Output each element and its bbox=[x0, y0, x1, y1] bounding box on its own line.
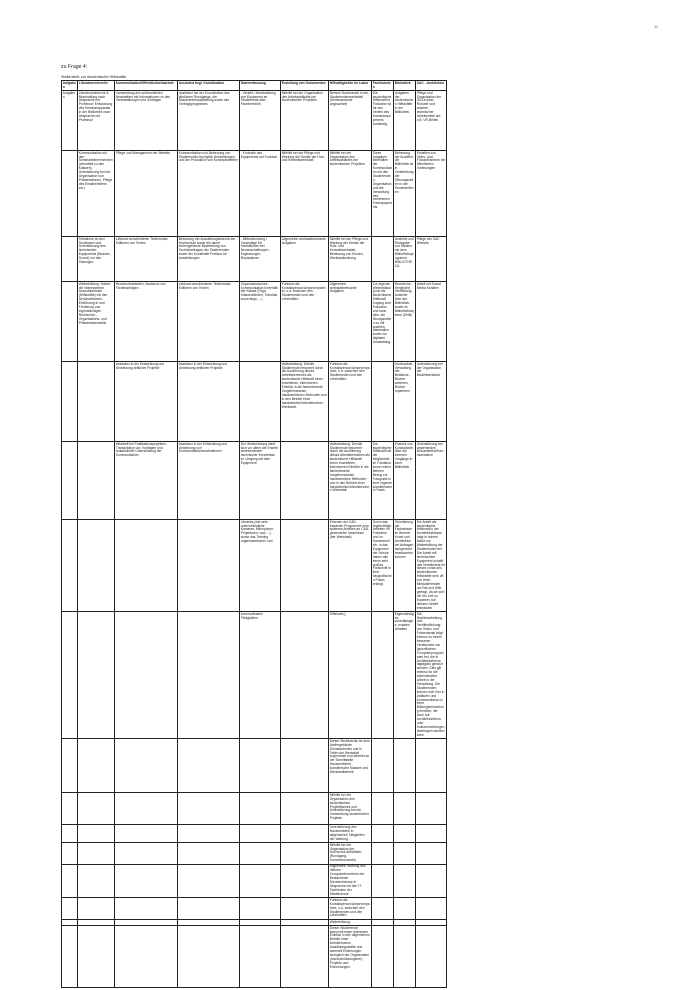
table-cell: Die studentische Hilfskraft im Fotolabor ist für den Verleih des Kameraequipments zuständig. bbox=[372, 91, 394, 151]
table-cell bbox=[394, 739, 416, 793]
table-cell bbox=[78, 520, 115, 612]
table-cell: Weiterbildung: bbox=[329, 919, 372, 925]
table-cell bbox=[281, 520, 329, 612]
table-cell: Kommunikation und Betreuung von Studierenden bezüglich Ausstellungen und der Produktion von Konzeptarbeiten bbox=[178, 151, 240, 237]
table-cell bbox=[394, 825, 416, 843]
table-cell bbox=[62, 151, 78, 237]
table-cell bbox=[416, 739, 447, 793]
table-cell bbox=[62, 825, 78, 843]
table-cell: Unterstützung bei der Organisation der Modellwerkstatt bbox=[416, 362, 447, 442]
table-cell bbox=[416, 793, 447, 825]
table-cell: Mithilfe bei der Organisation des studentischen Projekttisches und Unterstützung bei der Vorbereitung studentischer Projekte bbox=[329, 793, 372, 825]
table-cell bbox=[62, 926, 78, 988]
table-cell: Funktion als Kontaktperson/Ansprechpartner, u.a. zwischen den Studierenden und den Lehrkräften bbox=[281, 282, 329, 362]
table-cell: Mithilfe bei der Organisation der Hochschul-Aktivitäten (Rundgang, Kammerkonzerte) bbox=[329, 843, 372, 865]
table-cell: Weiterbildung: Die/der Studierende bekommt durch die Ausführung dieses Arbeitsbereiches als studentische Hilfskraft einen erweiterten, intensiveren Einblick in die fachrelevante Vorgehensweise, handwerklichen Methoden und in den Betrieb einer handwerklich/künstlerischen Werkstatt. bbox=[281, 362, 329, 442]
table-header-row bbox=[62, 81, 447, 91]
table-cell bbox=[372, 898, 394, 920]
table-cell: Pflege und Organisation der 3D-Drucker, Roboter und anderer technischer Arbeitsmittel am z.B. VR-Brillen bbox=[416, 91, 447, 151]
table-cell bbox=[178, 825, 240, 843]
table-cell: Lektorat verschiedener Textformate, Editieren von Texten bbox=[178, 282, 240, 362]
column-header: Erstellung von Dokumenten bbox=[281, 81, 329, 91]
table-row bbox=[62, 612, 447, 739]
table-cell: Unterstützung des Hausmeisters in allgemeinen Tätigkeiten der Wartung. bbox=[329, 825, 372, 843]
table-cell: Zur eigenen Weiterbildung hat die studentische Hilfskraft Zugang zum Fotolabor und kann dies, die Übungszeiten so mit anderen Materialien sowie zur digitalen Ausstattung. bbox=[372, 282, 394, 362]
table-cell bbox=[78, 793, 115, 825]
table-cell bbox=[178, 926, 240, 988]
table-cell bbox=[240, 864, 281, 897]
table-row bbox=[62, 520, 447, 612]
table-cell: Allgemeine werkstattrelevante Aufgaben bbox=[329, 282, 372, 362]
table-row bbox=[62, 843, 447, 865]
table-cell bbox=[62, 442, 78, 520]
table-cell bbox=[281, 898, 329, 920]
table-cell bbox=[115, 898, 178, 920]
table-cell bbox=[394, 926, 416, 988]
table-cell: Die studentische Hilfskraft hat die Möglichkeit, im Fotolabor immer einen tieferen Bezug zur Fotografie in ihrer eigenen künstlerischen Praxis. bbox=[372, 442, 394, 520]
table-cell bbox=[78, 825, 115, 843]
table-cell: Assistenz in der Entwicklung und Umsetzung zeitlicher Projekte bbox=[178, 362, 240, 442]
question-heading: zu Frage 4: bbox=[61, 64, 88, 70]
table-cell: Organisatorisches - Kommunikation innerhalb der Klasse (Orga Klassenfahrten, Tutorials, screenings, ...) bbox=[240, 282, 281, 362]
table-cell bbox=[372, 843, 394, 865]
table-cell: Betreuung der Ausleihe, die Bibliothek ist in Vorbereitung der Öffnungszeiten in den Semesterferien bbox=[394, 151, 416, 237]
table-cell: Allgemeine Wartung des offenen Computerbereiches der Bestandener Dienbereichase in Absprache mit den IT-Fachleuten der Städelschule bbox=[329, 864, 372, 897]
table-row bbox=[62, 91, 447, 151]
table-cell bbox=[240, 793, 281, 825]
table-cell bbox=[240, 926, 281, 988]
table-cell bbox=[394, 864, 416, 897]
table-cell bbox=[62, 520, 78, 612]
table-cell bbox=[62, 612, 78, 739]
table-cell bbox=[115, 520, 178, 612]
table-cell bbox=[115, 864, 178, 897]
table-row bbox=[62, 864, 447, 897]
table-cell: Funktion als Kontaktperson/Ansprechpartner, u.a. zwischen den Studierenden und den Lehrkräften bbox=[329, 362, 372, 442]
page-number: 11 bbox=[654, 24, 659, 29]
table-cell bbox=[281, 864, 329, 897]
table-cell: Hilfskraft () bbox=[329, 612, 372, 739]
table-cell: Mithilfe bei der Pflege und Wartung der Geräte der Holz- und Keramikwerkstatt bbox=[281, 151, 329, 237]
table-cell: Lektorat verschiedener Textformate, Editieren von Texten bbox=[115, 237, 178, 282]
table-cell bbox=[115, 793, 178, 825]
table-cell: Die Arbeit als studentische Hilfskraft in der Architekturklasse trägt in hohem Maße zur Weiterbildung der Studierenden bei. Die Arbeit mit technischem Equipment schafft das Verständnis für dieses vorab des studentischen Hilfskräfte sehr oft von ihren Mitstudierenden um Rat und Hilfe gefragt, da sie sich mit der Zeit zu Experten auf diesem Gebiet entwickeln. bbox=[416, 519, 446, 610]
table-cell: Erlernen der CAD-basierten Programme zum späteren Arbeiten an CAD-gesteuerten Maschinen (der Werkstatt) bbox=[329, 520, 372, 612]
table-cell: Kommunikation mit den Seminarteilnehmenden (vermittelt zu den Klassen), Unterstützung bei der Organisation von Präsentationen, Pflege des Emailverteilers etc.) bbox=[78, 151, 115, 237]
table-cell bbox=[372, 237, 394, 282]
table-cell: Betreuung der Ausstellungstechnik der Hochschule sowie die damit einhergehende Bearbeitung von Technikanfragen der Studierenden sowie der Kunsthalle Portikus für Ausstellungen bbox=[178, 237, 240, 282]
table-cell bbox=[115, 739, 178, 793]
column-header: Kommunikation/Öffentlichkeitsarbeit bbox=[115, 81, 178, 91]
table-cell bbox=[62, 362, 78, 442]
table-cell bbox=[78, 898, 115, 920]
table-cell: Mithilfe bei der Pflege und Wartung der Geräte der Holz- und Keramikwerkstatt, Betreuung von Kursen, Werkstattordnung bbox=[329, 237, 372, 282]
table-cell: Literaturrecherche & Beschaffung nach Absprache mit Professor; Entwicklung des Seminarapparats in der Bibliothek nach Absprache mit Professor bbox=[78, 91, 115, 151]
table-row bbox=[62, 442, 447, 520]
table-cell bbox=[240, 362, 281, 442]
table-cell bbox=[416, 898, 447, 920]
table-cell: - Verteilt / Bereitstellung von Equipment an Studierende aller Fachbereiche bbox=[240, 91, 281, 151]
table-cell: Mitarbeit bei Publikationsprojekten, Transkription von Vorträgen und redaktionelle Unterstützung der Kommunikation bbox=[115, 442, 178, 520]
table-cell bbox=[281, 843, 329, 865]
table-cell: Allgemeine werkstattrelevante Aufgaben bbox=[281, 237, 329, 282]
table-cell: Libraries (wie sehr unterschiedliche Kameras, Mikrophone, Projektoren, usw. ...) sowie das Training organisatorischer und bbox=[240, 520, 281, 612]
table-cell bbox=[115, 926, 178, 988]
table-cell bbox=[281, 793, 329, 825]
table-cell bbox=[178, 898, 240, 920]
table-cell bbox=[416, 825, 447, 843]
column-header: Fachtutorien bbox=[372, 81, 394, 91]
table-cell: Mithilfe bei der Organisation des Arbeitsabläufes bei studentischen Projekten bbox=[281, 91, 329, 151]
table-cell: Teilnahme an den Seminaren und Unterstützung des technischen Equipments (Beamer, Sound) vor den Sitzungen bbox=[78, 237, 115, 282]
table-cell bbox=[78, 843, 115, 865]
table-cell bbox=[115, 825, 178, 843]
table-cell bbox=[394, 793, 416, 825]
column-header: Datenerfassung bbox=[240, 81, 281, 91]
table-cell: Orientierung mit Fachwissen im Bereich Kunst und Architektur; bei Anfragen fachgerecht beantworten können bbox=[394, 520, 416, 612]
table-cell bbox=[62, 793, 78, 825]
table-cell: Arbeit mit Social Media Kanälen bbox=[416, 282, 447, 362]
table-cell: Recherchearbeiten, Assistenz von Förderanträgen bbox=[115, 282, 178, 362]
table-cell bbox=[78, 926, 115, 988]
table-cell: Aufgaben bbox=[62, 91, 78, 151]
table-cell bbox=[62, 864, 78, 897]
table-cell bbox=[62, 237, 78, 282]
table-cell: Recherche, Vergleiche, Vermittlung, Ausleihe über der Bibliothek, sowie im Bibliothekssystem (DNB) bbox=[394, 282, 416, 362]
table-cell: Aufgaben der studentischen Hilfskräfte in der Bibliothek bbox=[394, 91, 416, 151]
column-header: SAC - Architektur bbox=[416, 81, 447, 91]
table-cell bbox=[178, 520, 240, 612]
table-cell bbox=[281, 739, 329, 793]
table-cell: Weiterbildung: Der/die Studierende bekommt durch die Ausführung dieses Arbeitsbereiches als studentische Hilfskraft einen erweiterten, intensiveren Einblick in die fachrelevante Vorgehensweise, handwerkliche Methoden und in den Betrieb einer handwerklich/künstlerischen Werkstatt. bbox=[329, 442, 372, 520]
table-cell: Diese Aufgaben beinhalten die Kommunikation mit den Studierenden, Organisation und die Verwaltung des verliehenen Fotoequipments. bbox=[372, 151, 394, 237]
table-cell bbox=[281, 612, 329, 739]
table-cell bbox=[281, 825, 329, 843]
table-cell bbox=[62, 843, 78, 865]
table-cell bbox=[240, 843, 281, 865]
table-row bbox=[62, 282, 447, 362]
table-cell: Die Nachbearbeitung und Veröffentlichung von Video- und Fotomaterial trägt ebenso zu einem besseren Verständnis von (spezifischen Computerprogrammen bei, die in Architekturbüros tagtäglich genutzt werden. Dies gilt ebenso für die administrative Arbeit in der Verwaltung. Die Studierenden können sich hier in Abläufen und Kommunikation in einer Bildungseinrichtung einüben, die auch auf Architekturbüros oder Kulturenrichtungen übertragen werden kann. bbox=[416, 612, 447, 739]
table-cell: Der Weiterbildung dient sich vor allem der Erwerb weitreichender technischer Kenntnisse im Umgang mit dem Equipment bbox=[240, 442, 281, 520]
table-row bbox=[62, 151, 447, 237]
table-cell: - Kontrolle des Equipments auf Funktion bbox=[240, 151, 281, 237]
table-cell bbox=[78, 442, 115, 520]
table-cell bbox=[416, 843, 447, 865]
table-cell bbox=[78, 739, 115, 793]
table-cell bbox=[372, 612, 394, 739]
table-cell bbox=[115, 612, 178, 739]
table-cell bbox=[115, 843, 178, 865]
table-row bbox=[62, 237, 447, 282]
table-row bbox=[62, 793, 447, 825]
table-cell bbox=[394, 898, 416, 920]
table-cell: Dieser Studierende bekommt einen intensiven Einblick in den allgemeinen Betrieb einer künstlerischen Ausbildungsstätte und sammelt Erfahrungen bezüglich der Organisation (hochschulbezogener) Projekte und Einrichtungen. bbox=[329, 926, 372, 988]
table-cell bbox=[372, 793, 394, 825]
table-cell bbox=[281, 442, 329, 520]
table-cell: - Mitbestimmung / Vorschläge für Investitionen bei Neuanschaffungen - Ergänzungen Reparaturen bbox=[240, 237, 281, 282]
column-header: Bibliothek bbox=[394, 81, 416, 91]
table-cell bbox=[240, 825, 281, 843]
table-cell: Pflege und Management der Website bbox=[115, 151, 178, 237]
table-cell bbox=[372, 825, 394, 843]
table-row bbox=[62, 739, 447, 793]
table-caption: Stellenfeld: zur studentische Hilfskräfte bbox=[61, 75, 127, 79]
table-row bbox=[62, 898, 447, 920]
table-cell bbox=[281, 926, 329, 988]
table-row bbox=[62, 825, 447, 843]
table-row bbox=[62, 362, 447, 442]
table-cell bbox=[78, 864, 115, 897]
table-cell: Unterstützung bei anstehenden Büroarbeiten/Kommunikation bbox=[416, 442, 447, 520]
table-cell bbox=[372, 739, 394, 793]
table-cell bbox=[416, 926, 447, 988]
table-cell: Eigenständiges, zuverlässiges, exaktes Arbeiten bbox=[394, 612, 416, 739]
table-row bbox=[62, 926, 447, 988]
table-cell bbox=[178, 843, 240, 865]
table-cell: Weiterbildung: Haben die interessierten Auszubildenden (Hilfskräfte) mit den Seminarthemen, Einführung in und Förderung von eigenständigen Recherche-, Organisations- und Präsentationsskills bbox=[78, 282, 115, 362]
table-cell: Einsicht von Kunstwissen über die internen Vorgänge in einer Bibliothek bbox=[394, 442, 416, 520]
table-cell: Archivarbeit, Verwaltung der Bestände, Bücher sortieren, Bücher reparieren bbox=[394, 362, 416, 442]
table-cell bbox=[416, 864, 447, 897]
table-cell bbox=[372, 926, 394, 988]
table-cell: Vorbereitung des wöchentlichen Newsletters mit Informationen zu den Veranstaltungen und Vorträgen bbox=[115, 91, 178, 151]
table-cell: kommunikative Fähigkeiten. bbox=[240, 612, 281, 739]
table-cell bbox=[178, 739, 240, 793]
table-cell: Mithilfe bei der Organisation des Arbeitsabläufes bei studentischen Projekten bbox=[329, 151, 372, 237]
table-cell bbox=[62, 898, 78, 920]
table-cell bbox=[394, 843, 416, 865]
table-cell: Durch das regelmäßige Arbeiten im Fotolabor und im Kameraverleih, in das Equipment der Schule haben alle einen sehr großen Fortschritt in ihrer fotografischen Praxis erlangt. bbox=[372, 520, 394, 612]
table-cell bbox=[372, 864, 394, 897]
table-cell bbox=[78, 612, 115, 739]
column-header: Hilfstätigkeiten im Labor bbox=[329, 81, 372, 91]
task-table bbox=[61, 80, 447, 988]
table-cell bbox=[240, 739, 281, 793]
table-cell bbox=[62, 739, 78, 793]
table-cell bbox=[78, 362, 115, 442]
table-cell: Ausleihe und Rückgabe von Medien mit dem Bibliotheksprogramm BIBLIOTHECA bbox=[394, 237, 416, 282]
table-cell bbox=[240, 898, 281, 920]
table-cell bbox=[372, 362, 394, 442]
column-header: Assistenz bzgl. Koordination bbox=[178, 81, 240, 91]
column-header: Literaturrecherche bbox=[78, 81, 115, 91]
table-cell: Funktion als Kontaktperson/Ansprechpartner, u.a. zwischen den Studierenden und den Lehrkräften bbox=[329, 897, 370, 918]
table-cell bbox=[62, 282, 78, 362]
table-cell: Dieser Studierende ist dem Ateliergebäude Dienstwohnsitz und in Teilen der Werkstatt zugeordnet und arbeitet an der Schnittstelle Hausmeisterei, künstlerische Klassen und Werkstattbetrieb bbox=[329, 739, 372, 793]
table-cell: Assistenz in der Entwicklung und Umsetzung von Kommunikationsmaßnahmen bbox=[178, 442, 240, 520]
table-cell bbox=[178, 612, 240, 739]
table-cell: Assistenz in der Entwicklung und Umsetzung zeitlicher Projekte bbox=[115, 362, 178, 442]
table-cell bbox=[178, 793, 240, 825]
table-cell: Pflege der SAC Website bbox=[416, 237, 447, 282]
table-cell: Betreut Studierende in der Studierendenwerkstatt (Seminarräume ungeachtet) bbox=[329, 91, 372, 151]
table-cell: Assistenz bei der Koordination des jährlichen Rundgangs, der Absolventenausstellung sowie des Vortragsprogramms bbox=[178, 91, 240, 151]
table-cell bbox=[178, 864, 240, 897]
column-header: Aufgaben bbox=[62, 80, 76, 89]
table-cell: Erstellen von Video- und Fotoaufnahmen bei öffentlichen Vorlesungen bbox=[416, 151, 447, 237]
